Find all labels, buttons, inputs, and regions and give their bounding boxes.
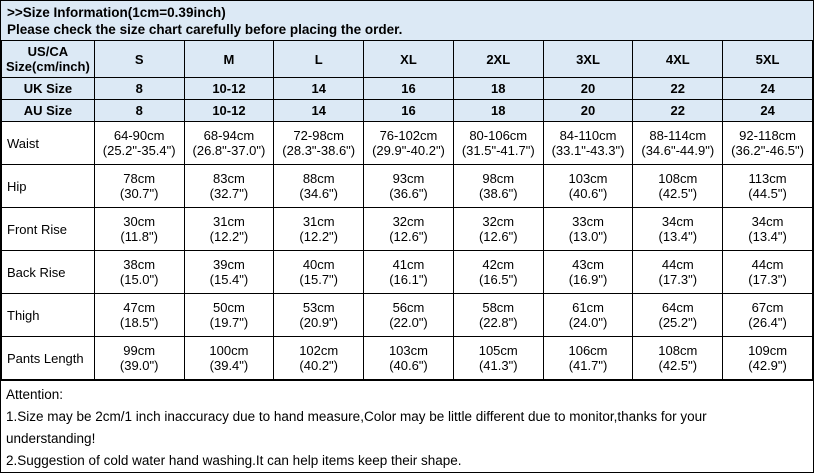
value-cm: 50cm bbox=[213, 300, 245, 315]
au-size-l: 14 bbox=[274, 100, 364, 122]
attention-note-1: 1.Size may be 2cm/1 inch inaccuracy due to hand measure,Color may be little different due to monitor,thanks for your bbox=[6, 409, 707, 424]
pants-length-4xl bbox=[633, 337, 723, 380]
header-size-3xl: 3XL bbox=[543, 41, 633, 78]
row-label-back-rise: Back Rise bbox=[2, 251, 95, 294]
value-cm: 64-90cm bbox=[113, 128, 165, 143]
value-inch: (11.8") bbox=[120, 229, 158, 244]
back-rise-s bbox=[94, 251, 184, 294]
header-size-m: M bbox=[184, 41, 274, 78]
value-cm: 47cm bbox=[123, 300, 156, 315]
value-inch: (33.1"-43.3") bbox=[551, 143, 625, 158]
hip-l bbox=[274, 165, 364, 208]
waist-l bbox=[274, 122, 364, 165]
value-cm: 56cm bbox=[392, 300, 425, 315]
value-inch: (41.7") bbox=[568, 358, 608, 373]
table-row bbox=[2, 294, 813, 337]
front-rise-s bbox=[94, 208, 184, 251]
header-label-uk-size: UK Size bbox=[2, 78, 95, 100]
hip-xl bbox=[364, 165, 454, 208]
value-inch: (39.4") bbox=[209, 358, 249, 373]
waist-m bbox=[184, 122, 274, 165]
au-size-2xl: 18 bbox=[453, 100, 543, 122]
size-chart-notice: Please check the size chart carefully before placing the order. bbox=[7, 22, 403, 37]
value-inch: (26.4") bbox=[748, 315, 787, 330]
value-cm: 34cm bbox=[661, 214, 694, 229]
value-cm: 106cm bbox=[568, 343, 608, 358]
table-row bbox=[2, 251, 813, 294]
value-inch: (16.5") bbox=[478, 272, 518, 287]
hip-4xl bbox=[633, 165, 723, 208]
value-cm: 41cm bbox=[392, 257, 425, 272]
value-inch: (42.5") bbox=[658, 186, 698, 201]
size-chart-table bbox=[1, 40, 813, 380]
attention-title: Attention: bbox=[6, 387, 64, 402]
value-cm: 44cm bbox=[751, 257, 784, 272]
value-inch: (40.6") bbox=[389, 358, 428, 373]
header-label-us-ca-size: US/CA Size(cm/inch) bbox=[2, 41, 95, 78]
table-header-row-uk bbox=[2, 78, 813, 100]
thigh-xl bbox=[364, 294, 454, 337]
value-cm: 61cm bbox=[572, 300, 604, 315]
value-cm: 103cm bbox=[388, 343, 428, 358]
pants-length-2xl bbox=[453, 337, 543, 380]
value-inch: (17.3") bbox=[658, 272, 698, 287]
table-body bbox=[2, 41, 813, 380]
front-rise-5xl bbox=[723, 208, 813, 251]
pants-length-m bbox=[184, 337, 274, 380]
au-size-s: 8 bbox=[94, 100, 184, 122]
value-cm: 38cm bbox=[123, 257, 156, 272]
value-inch: (15.7") bbox=[299, 272, 338, 287]
uk-size-m: 10-12 bbox=[184, 78, 274, 100]
front-rise-2xl bbox=[453, 208, 543, 251]
header-size-xl: XL bbox=[364, 41, 454, 78]
value-inch: (42.9") bbox=[748, 358, 787, 373]
header-size-4xl: 4XL bbox=[633, 41, 723, 78]
hip-s bbox=[94, 165, 184, 208]
value-inch: (31.5"-41.7") bbox=[461, 143, 535, 158]
hip-2xl bbox=[453, 165, 543, 208]
au-size-3xl: 20 bbox=[543, 100, 633, 122]
value-inch: (17.3") bbox=[748, 272, 787, 287]
header-size-s: S bbox=[94, 41, 184, 78]
value-cm: 113cm bbox=[748, 171, 787, 186]
value-inch: (25.2") bbox=[658, 315, 698, 330]
waist-xl bbox=[364, 122, 454, 165]
table-row bbox=[2, 165, 813, 208]
value-cm: 42cm bbox=[482, 257, 515, 272]
au-size-5xl: 24 bbox=[723, 100, 813, 122]
value-inch: (22.8") bbox=[478, 315, 518, 330]
value-inch: (15.0") bbox=[119, 272, 159, 287]
value-cm: 100cm bbox=[209, 343, 249, 358]
uk-size-s: 8 bbox=[94, 78, 184, 100]
pants-length-s bbox=[94, 337, 184, 380]
value-inch: (12.6") bbox=[389, 229, 428, 244]
value-inch: (38.6") bbox=[478, 186, 518, 201]
thigh-s bbox=[94, 294, 184, 337]
value-inch: (34.6") bbox=[299, 186, 338, 201]
row-label-waist: Waist bbox=[2, 122, 95, 165]
value-cm: 58cm bbox=[482, 300, 515, 315]
value-cm: 31cm bbox=[302, 214, 335, 229]
uk-size-4xl: 22 bbox=[633, 78, 723, 100]
table-row bbox=[2, 208, 813, 251]
value-inch: (36.6") bbox=[389, 186, 428, 201]
size-information-title: >>Size Information(1cm=0.39inch) bbox=[7, 5, 226, 20]
front-rise-m bbox=[184, 208, 274, 251]
value-cm: 32cm bbox=[482, 214, 515, 229]
value-cm: 83cm bbox=[213, 171, 245, 186]
value-cm: 43cm bbox=[572, 257, 604, 272]
value-inch: (34.6"-44.9") bbox=[641, 143, 715, 158]
value-inch: (26.8"-37.0") bbox=[192, 143, 266, 158]
value-cm: 80-106cm bbox=[469, 128, 528, 143]
value-cm: 76-102cm bbox=[379, 128, 438, 143]
value-cm: 93cm bbox=[392, 171, 425, 186]
pants-length-5xl bbox=[723, 337, 813, 380]
value-cm: 105cm bbox=[478, 343, 518, 358]
value-inch: (32.7") bbox=[209, 186, 249, 201]
table-header-row-au bbox=[2, 100, 813, 122]
value-cm: 39cm bbox=[213, 257, 245, 272]
value-cm: 33cm bbox=[572, 214, 604, 229]
value-inch: (22.0") bbox=[389, 315, 428, 330]
value-cm: 34cm bbox=[751, 214, 784, 229]
row-label-pants-length: Pants Length bbox=[2, 337, 95, 380]
value-cm: 31cm bbox=[213, 214, 245, 229]
front-rise-3xl bbox=[543, 208, 633, 251]
row-label-hip: Hip bbox=[2, 165, 95, 208]
header-block bbox=[1, 1, 813, 40]
value-inch: (44.5") bbox=[748, 186, 787, 201]
hip-m bbox=[184, 165, 274, 208]
value-inch: (13.4") bbox=[658, 229, 698, 244]
uk-size-5xl: 24 bbox=[723, 78, 813, 100]
value-inch: (12.6") bbox=[478, 229, 518, 244]
waist-3xl bbox=[543, 122, 633, 165]
back-rise-4xl bbox=[633, 251, 723, 294]
thigh-5xl bbox=[723, 294, 813, 337]
value-cm: 88cm bbox=[302, 171, 335, 186]
value-inch: (36.2"-46.5") bbox=[731, 143, 804, 158]
front-rise-4xl bbox=[633, 208, 723, 251]
front-rise-l bbox=[274, 208, 364, 251]
back-rise-m bbox=[184, 251, 274, 294]
value-cm: 103cm bbox=[568, 171, 608, 186]
value-cm: 102cm bbox=[299, 343, 339, 358]
header-label-au-size: AU Size bbox=[2, 100, 95, 122]
attention-note-1-cont: understanding! bbox=[6, 431, 96, 446]
thigh-3xl bbox=[543, 294, 633, 337]
attention-note-2: 2.Suggestion of cold water hand washing.It can help items keep their shape. bbox=[6, 453, 462, 468]
au-size-4xl: 22 bbox=[633, 100, 723, 122]
value-inch: (30.7") bbox=[119, 186, 159, 201]
back-rise-3xl bbox=[543, 251, 633, 294]
value-cm: 53cm bbox=[302, 300, 335, 315]
back-rise-5xl bbox=[723, 251, 813, 294]
value-cm: 88-114cm bbox=[649, 128, 707, 143]
row-label-front-rise: Front Rise bbox=[2, 208, 95, 251]
uk-size-xl: 16 bbox=[364, 78, 454, 100]
value-inch: (40.6") bbox=[568, 186, 608, 201]
value-inch: (41.3") bbox=[478, 358, 518, 373]
value-cm: 108cm bbox=[658, 343, 698, 358]
value-inch: (28.3"-38.6") bbox=[282, 143, 356, 158]
value-inch: (12.2") bbox=[209, 229, 249, 244]
value-inch: (16.1") bbox=[389, 272, 428, 287]
attention-block bbox=[1, 380, 813, 472]
value-cm: 98cm bbox=[482, 171, 515, 186]
thigh-2xl bbox=[453, 294, 543, 337]
uk-size-l: 14 bbox=[274, 78, 364, 100]
value-cm: 32cm bbox=[392, 214, 425, 229]
table-row bbox=[2, 122, 813, 165]
waist-s bbox=[94, 122, 184, 165]
value-cm: 67cm bbox=[751, 300, 784, 315]
back-rise-l bbox=[274, 251, 364, 294]
uk-size-2xl: 18 bbox=[453, 78, 543, 100]
value-inch: (13.0") bbox=[568, 229, 608, 244]
value-cm: 84-110cm bbox=[559, 128, 617, 143]
value-inch: (39.0") bbox=[119, 358, 159, 373]
value-cm: 30cm bbox=[123, 214, 156, 229]
value-inch: (16.9") bbox=[568, 272, 608, 287]
header-size-5xl: 5XL bbox=[723, 41, 813, 78]
value-cm: 108cm bbox=[658, 171, 698, 186]
value-inch: (29.9"-40.2") bbox=[372, 143, 445, 158]
thigh-l bbox=[274, 294, 364, 337]
value-inch: (15.4") bbox=[209, 272, 249, 287]
au-size-m: 10-12 bbox=[184, 100, 274, 122]
pants-length-l bbox=[274, 337, 364, 380]
value-cm: 78cm bbox=[123, 171, 156, 186]
value-inch: (25.2"-35.4") bbox=[102, 143, 176, 158]
value-cm: 109cm bbox=[748, 343, 788, 358]
value-cm: 64cm bbox=[661, 300, 694, 315]
header-size-l: L bbox=[274, 41, 364, 78]
table-header-row-size bbox=[2, 41, 813, 78]
value-inch: (13.4") bbox=[748, 229, 787, 244]
back-rise-xl bbox=[364, 251, 454, 294]
value-inch: (40.2") bbox=[299, 358, 338, 373]
row-label-thigh: Thigh bbox=[2, 294, 95, 337]
hip-3xl bbox=[543, 165, 633, 208]
pants-length-xl bbox=[364, 337, 454, 380]
header-size-2xl: 2XL bbox=[453, 41, 543, 78]
pants-length-3xl bbox=[543, 337, 633, 380]
waist-4xl bbox=[633, 122, 723, 165]
value-inch: (12.2") bbox=[299, 229, 338, 244]
waist-2xl bbox=[453, 122, 543, 165]
value-inch: (18.5") bbox=[119, 315, 159, 330]
value-cm: 99cm bbox=[123, 343, 156, 358]
table-row bbox=[2, 337, 813, 380]
back-rise-2xl bbox=[453, 251, 543, 294]
waist-5xl bbox=[723, 122, 813, 165]
au-size-xl: 16 bbox=[364, 100, 454, 122]
value-inch: (20.9") bbox=[299, 315, 338, 330]
value-inch: (42.5") bbox=[658, 358, 698, 373]
thigh-4xl bbox=[633, 294, 723, 337]
value-cm: 40cm bbox=[302, 257, 335, 272]
front-rise-xl bbox=[364, 208, 454, 251]
value-cm: 72-98cm bbox=[293, 128, 344, 143]
thigh-m bbox=[184, 294, 274, 337]
value-inch: (24.0") bbox=[568, 315, 608, 330]
value-cm: 44cm bbox=[661, 257, 694, 272]
value-cm: 92-118cm bbox=[739, 128, 796, 143]
value-inch: (19.7") bbox=[209, 315, 249, 330]
uk-size-3xl: 20 bbox=[543, 78, 633, 100]
hip-5xl bbox=[723, 165, 813, 208]
value-cm: 68-94cm bbox=[203, 128, 255, 143]
